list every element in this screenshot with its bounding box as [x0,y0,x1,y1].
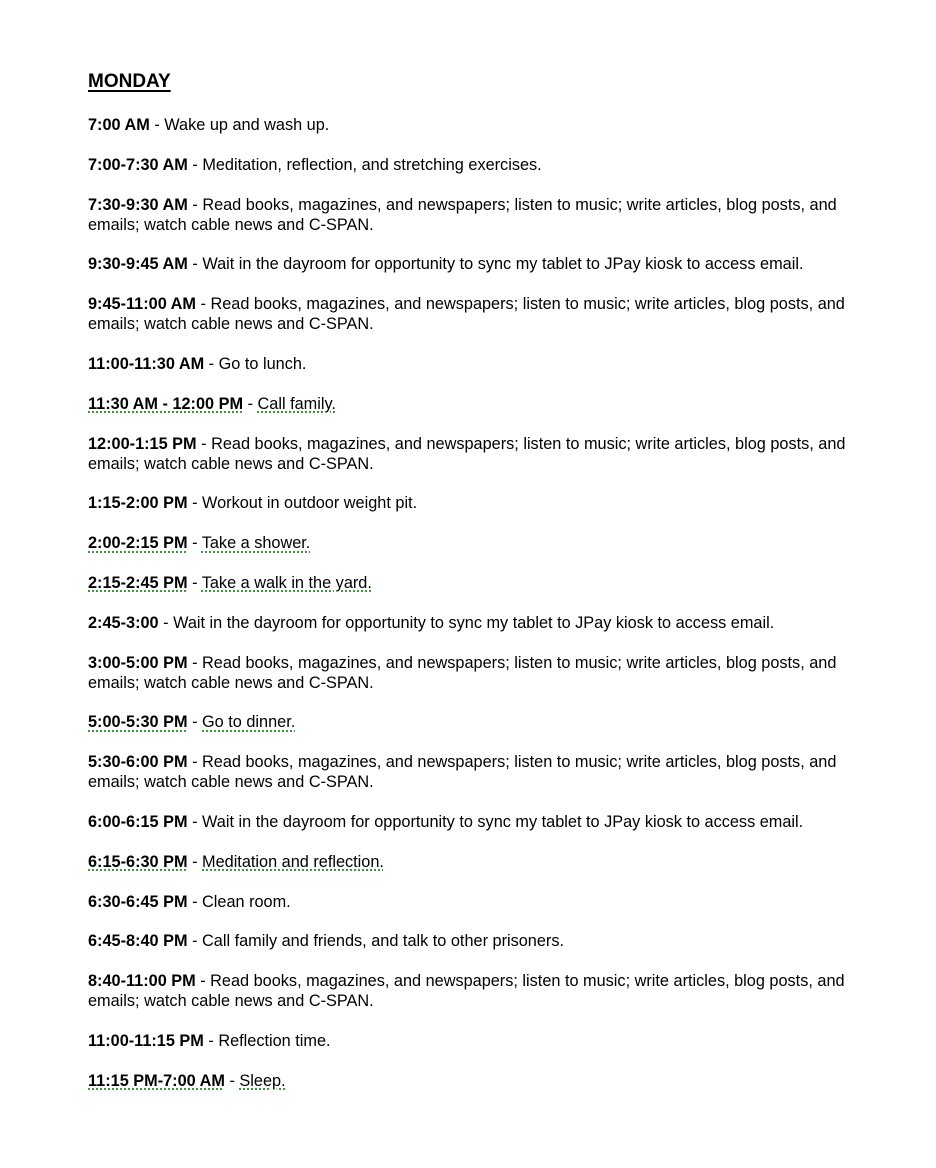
entry-description: Wait in the dayroom for opportunity to sync my tablet to JPay kiosk to access email. [173,613,775,632]
entry-time: 11:15 PM-7:00 AM [88,1071,225,1090]
schedule-entry [88,892,878,912]
schedule-entry [88,573,878,593]
entry-description: Read books, magazines, and newspapers; listen to music; write articles, blog posts, and emails; watch cable news and C-SPAN. [88,195,837,234]
schedule-entry [88,752,878,792]
schedule-entry [88,354,878,374]
schedule-entry [88,533,878,553]
entry-separator: - [204,354,219,373]
schedule-entry [88,155,878,175]
entry-time: 5:30-6:00 PM [88,753,188,772]
entry-separator: - [187,852,203,871]
entry-time: 11:00-11:30 AM [88,354,205,373]
entry-separator: - [203,1031,219,1050]
entry-separator: - [196,434,212,453]
entry-description: Wait in the dayroom for opportunity to sync my tablet to JPay kiosk to access email. [202,255,804,274]
schedule-entry [88,254,878,274]
entry-time: 2:45-3:00 [88,613,159,632]
entry-description: Wait in the dayroom for opportunity to sync my tablet to JPay kiosk to access email. [202,812,804,831]
entry-description: Clean room. [202,892,291,911]
schedule-entry [88,1031,878,1051]
schedule-entry [88,653,878,693]
entry-time: 1:15-2:00 PM [88,494,188,513]
entry-time: 8:40-11:00 PM [88,972,196,991]
entry-description: Read books, magazines, and newspapers; listen to music; write articles, blog posts, and emails; watch cable news and C-SPAN. [88,972,845,1011]
entry-description: Read books, magazines, and newspapers; listen to music; write articles, blog posts, and emails; watch cable news and C-SPAN. [88,753,837,792]
schedule-entry [88,1071,878,1091]
schedule-entry [88,115,878,135]
entry-separator: - [187,494,203,513]
entry-separator: - [187,753,203,772]
entry-time: 9:45-11:00 AM [88,295,196,314]
entry-description: Take a shower. [201,534,311,553]
entry-separator: - [187,255,203,274]
entry-time: 7:00 AM [88,116,150,134]
entry-separator: - [149,116,165,134]
entry-description: Read books, magazines, and newspapers; listen to music; write articles, blog posts, and emails; watch cable news and C-SPAN. [88,653,837,692]
entry-description: Read books, magazines, and newspapers; listen to music; write articles, blog posts, and emails; watch cable news and C-SPAN. [88,434,846,473]
schedule-entry [88,294,878,334]
entry-time: 6:00-6:15 PM [88,812,188,831]
entry-separator: - [195,972,211,991]
entry-separator: - [187,573,202,592]
entry-description: Read books, magazines, and newspapers; listen to music; write articles, blog posts, and emails; watch cable news and C-SPAN. [88,295,845,334]
schedule-entry [88,434,878,474]
schedule-entry [88,613,878,633]
entry-description: Sleep. [239,1071,286,1090]
entry-description: Workout in outdoor weight pit. [202,494,418,513]
entry-separator: - [243,394,258,413]
document-page [88,70,878,1111]
entry-time: 2:00-2:15 PM [88,534,188,553]
schedule-entry [88,971,878,1011]
schedule-entry [88,852,878,872]
entry-separator: - [187,713,203,732]
entry-time: 6:45-8:40 PM [88,932,188,951]
entry-separator: - [158,613,174,632]
entry-description: Call family. [257,394,336,413]
entry-description: Meditation, reflection, and stretching exercises. [202,155,542,174]
schedule-entry [88,493,878,513]
entry-separator: - [187,812,203,831]
entry-time: 5:00-5:30 PM [88,713,188,732]
page-heading: MONDAY [88,71,171,92]
entry-time: 11:30 AM - 12:00 PM [88,394,244,413]
entry-separator: - [187,155,203,174]
entry-time: 7:30-9:30 AM [88,195,188,214]
entry-time: 9:30-9:45 AM [88,255,188,274]
entry-description: Reflection time. [218,1031,331,1050]
entry-separator: - [224,1071,240,1090]
entry-time: 2:15-2:45 PM [88,573,188,592]
entry-time: 12:00-1:15 PM [88,434,197,453]
schedule-entry [88,812,878,832]
entry-separator: - [187,892,203,911]
entry-separator: - [196,295,211,314]
entry-time: 3:00-5:00 PM [88,653,188,672]
schedule-entry [88,195,878,235]
entry-separator: - [187,534,202,553]
entry-description: Go to dinner. [202,713,296,732]
entry-description: Wake up and wash up. [164,116,330,134]
entry-description: Meditation and reflection. [202,852,384,871]
entry-time: 11:00-11:15 PM [88,1031,204,1050]
schedule-entry [88,712,878,732]
entry-description: Take a walk in the yard. [201,573,372,592]
entry-time: 6:15-6:30 PM [88,852,188,871]
schedule-entry [88,394,878,414]
entry-description: Go to lunch. [218,354,307,373]
entry-description: Call family and friends, and talk to other prisoners. [202,932,564,951]
entry-separator: - [187,653,203,672]
schedule-entry [88,931,878,951]
entry-time: 6:30-6:45 PM [88,892,188,911]
schedule-list [88,115,878,1091]
entry-separator: - [187,932,203,951]
entry-separator: - [187,195,203,214]
entry-time: 7:00-7:30 AM [88,155,188,174]
